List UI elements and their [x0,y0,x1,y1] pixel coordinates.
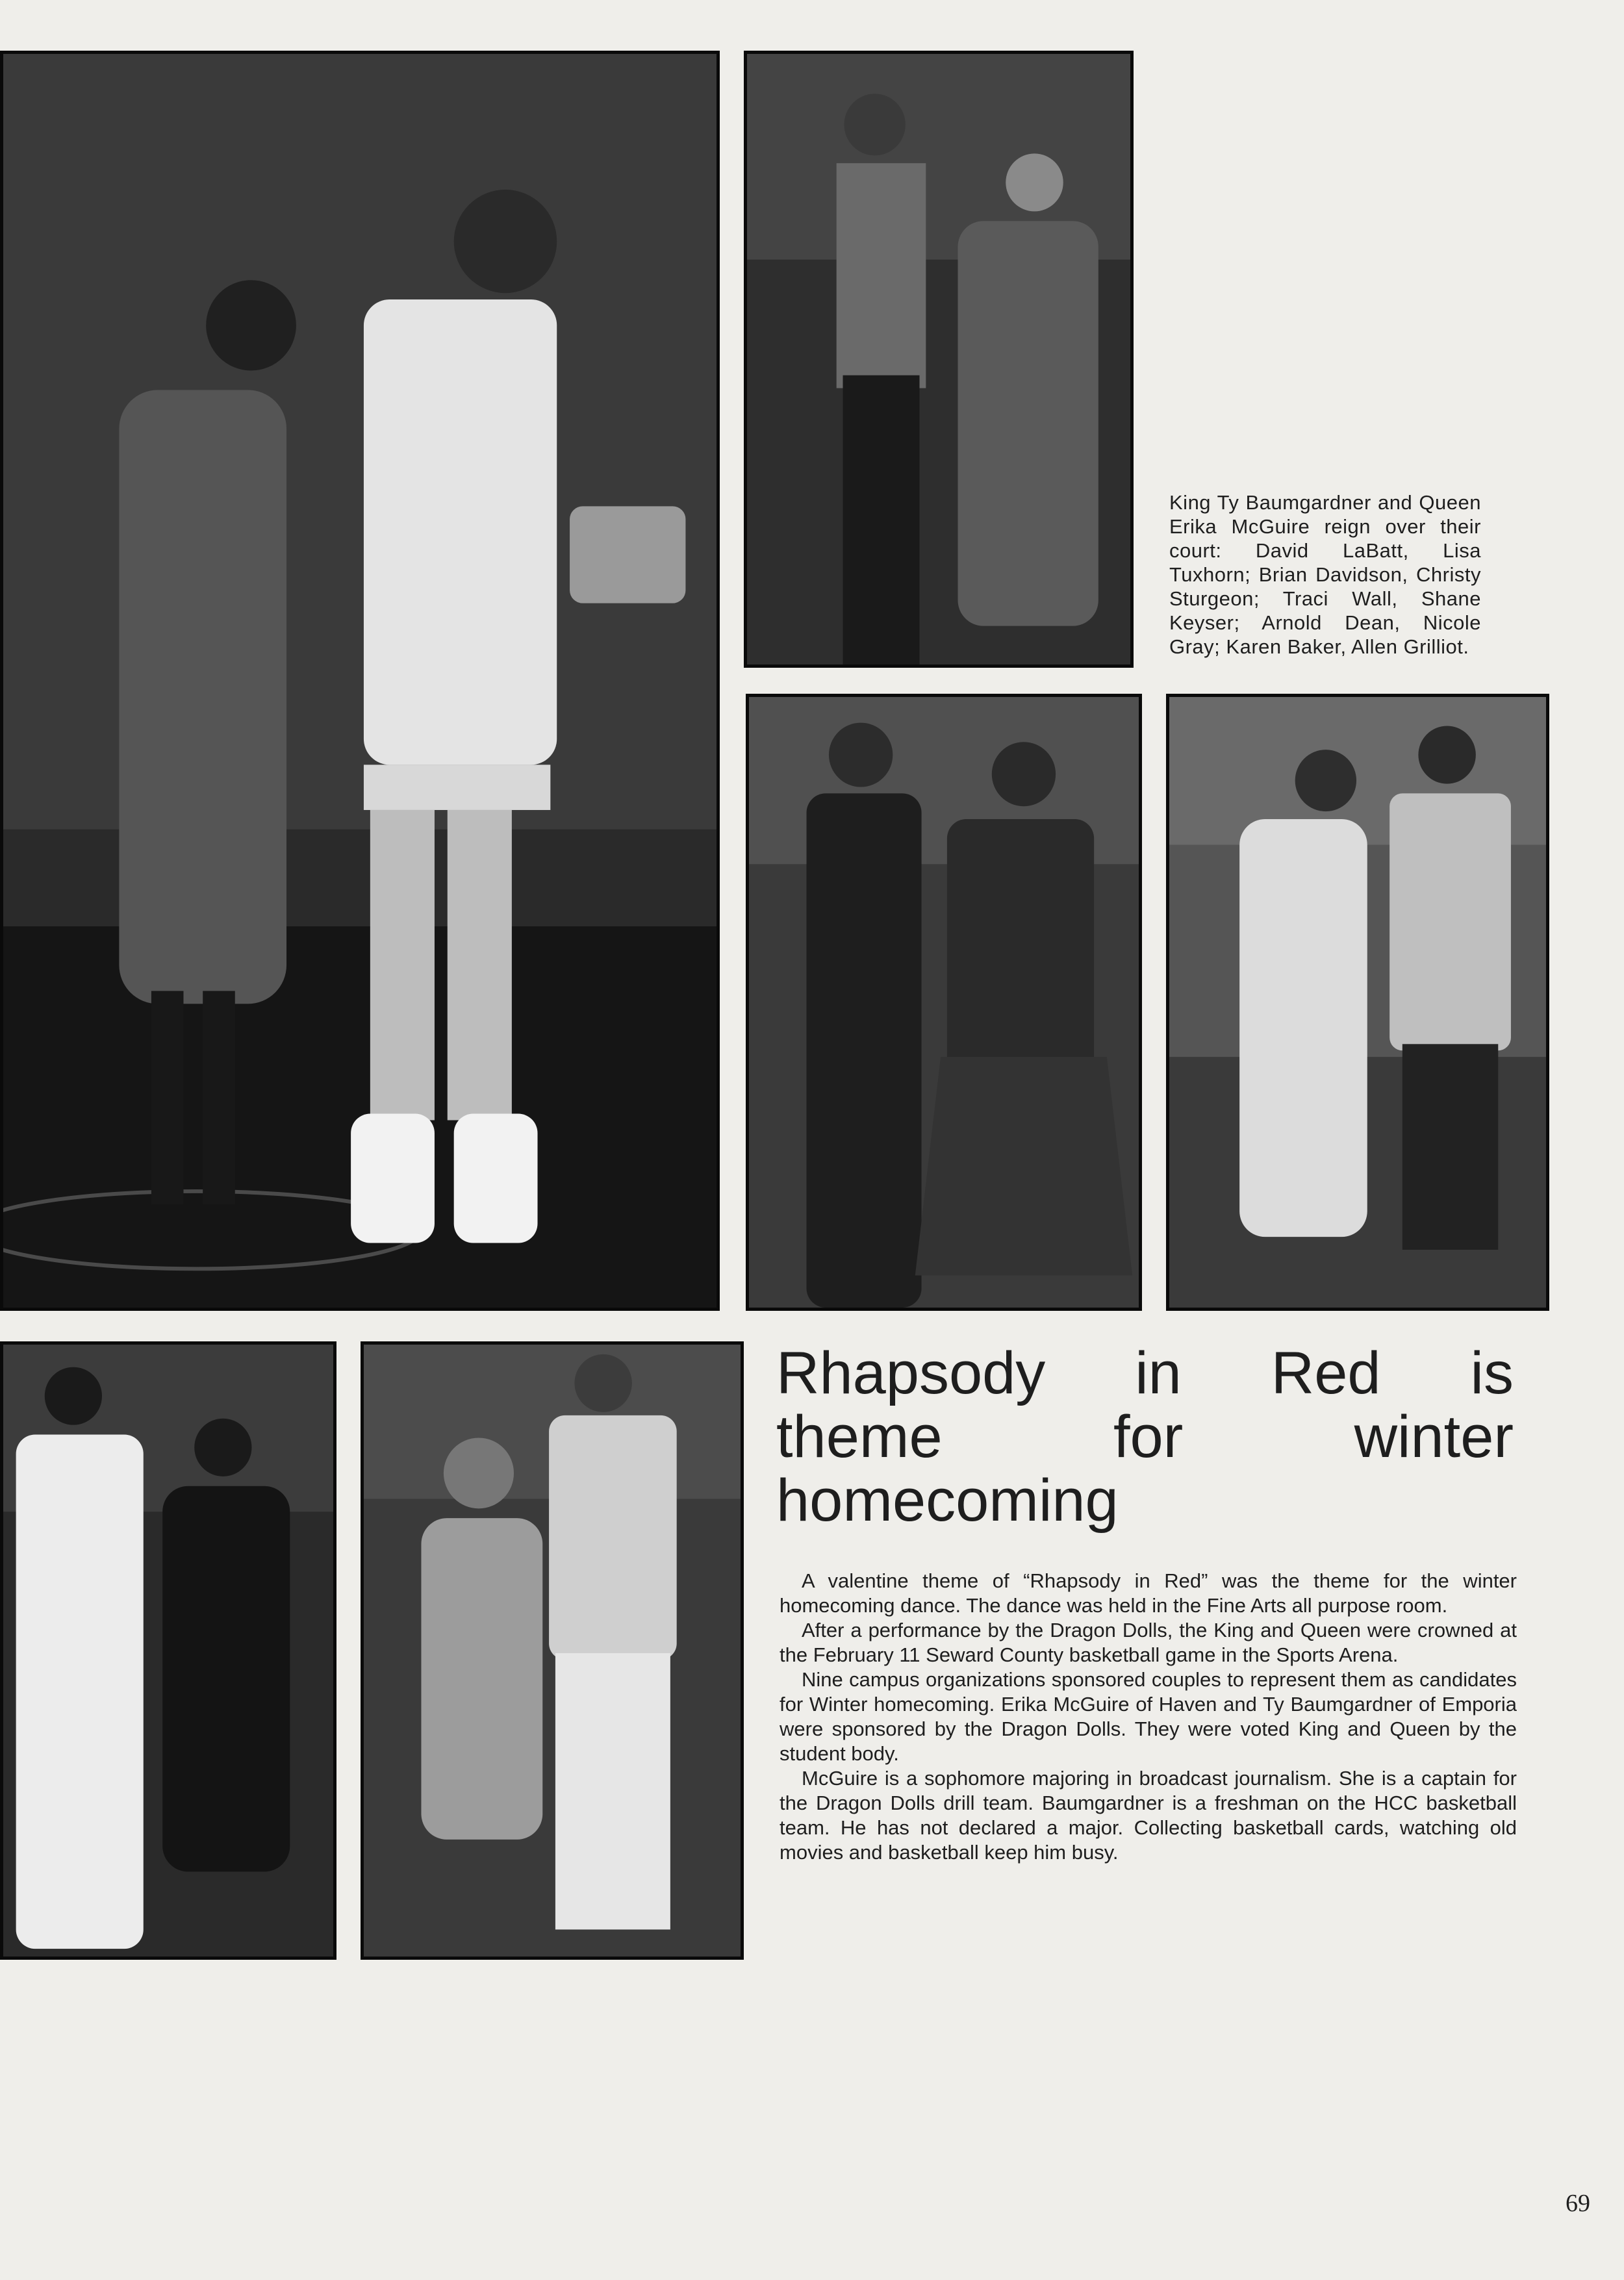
photo-couple-middle-image [749,697,1139,1308]
headline-line-2: theme for winter [776,1404,1514,1470]
article-paragraph-3: Nine campus organizations sponsored couples to represent them as candidates for Winter homecoming. Erika McGuire of Haven and Ty Baumgardner of Emporia were sponsored by the Dragon Dolls. They were voted King and Queen by the student body. [780,1668,1517,1765]
photo-couple-top-right [744,51,1134,668]
photo-couple-bottom-left [0,1341,336,1960]
photo-caption: King Ty Baumgardner and Queen Erika McGuire reign over their court: David LaBatt, Lisa Tuxhorn; Brian Davidson, Christy Sturgeon; Traci Wall, Shane Keyser; Arnold Dean, Nicole Gray; Karen Baker, Allen Grilliot. [1169,491,1481,658]
photo-couple-right [1166,694,1549,1311]
photo-couple-bottom-left-image [3,1345,333,1957]
photo-couple-bottom-middle-image [364,1345,741,1957]
article-paragraph-4: McGuire is a sophomore majoring in broadcast journalism. She is a captain for the Dragon Dolls drill team. Baumgardner is a freshman on the HCC basketball team. He has not declared a major. Collecting basketball cards, watching old movies and basketball keep him busy. [780,1767,1517,1864]
photo-king-and-queen-image [3,54,717,1308]
page-number: 69 [1566,2190,1590,2217]
photo-couple-bottom-middle [361,1341,744,1960]
photo-couple-middle [746,694,1142,1311]
photo-king-and-queen-crowning [0,51,720,1311]
article-headline [776,1341,1514,1532]
headline-line-1: Rhapsody in Red is [776,1340,1514,1406]
article-body [780,1569,1517,1865]
article-paragraph-1: A valentine theme of “Rhapsody in Red” was the theme for the winter homecoming dance. The dance was held in the Fine Arts all purpose room. [780,1569,1517,1617]
article-paragraph-2: After a performance by the Dragon Dolls, the King and Queen were crowned at the February 11 Seward County basketball game in the Sports Arena. [780,1619,1517,1666]
photo-couple-right-image [1169,697,1546,1308]
photo-couple-top-right-image [747,54,1130,665]
headline-line-3: homecoming [776,1467,1119,1534]
